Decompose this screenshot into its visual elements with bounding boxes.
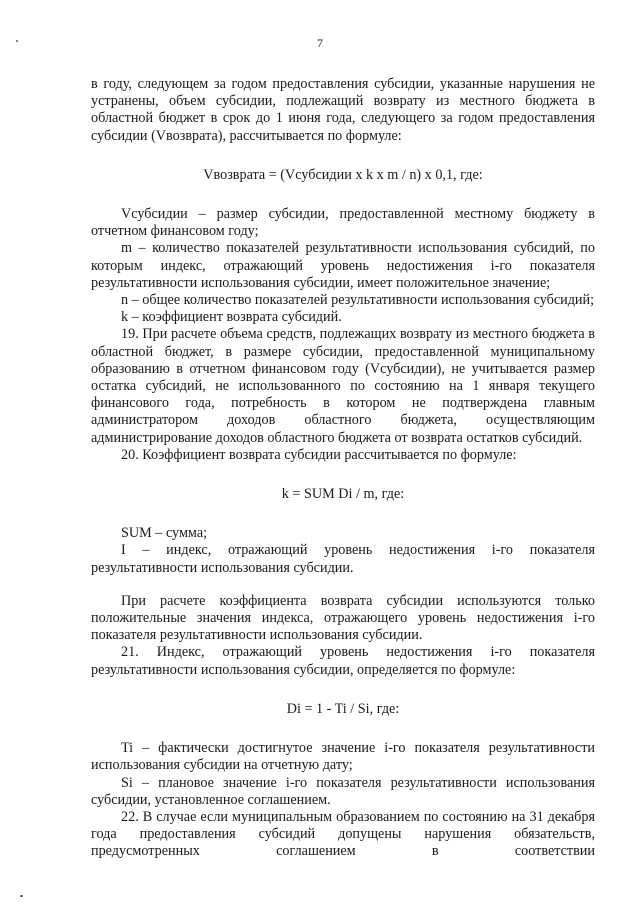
- definition-ti: Ti – фактически достигнутое значение i-го показателя результативности использования субсидии на отчетную дату;: [91, 740, 595, 774]
- formula-return-volume: Vвозврата = (Vсубсидии x k x m / n) x 0,1, где:: [203, 166, 483, 183]
- definition-m: m – количество показателей результативности использования субсидий, по которым индекс, отражающий уровень недостижения i-го показателя результативности использования субсидии, имеет положительное значение;: [91, 240, 595, 291]
- definition-sum: SUM – сумма;: [121, 525, 208, 542]
- page-number: 7: [317, 36, 323, 50]
- paragraph-22: 22. В случае если муниципальным образованием по состоянию на 31 декабря года предоставления субсидий допущены нарушения обязательств, предусмотренных соглашением в соответствии: [91, 808, 595, 860]
- paragraph-19: 19. При расчете объема средств, подлежащих возврату из местного бюджета в областной бюджет, в размере субсидии, предоставленной муниципальному образованию в отчетном финансовом году (Vсубсидии), не учитывается размер остатка субсидий, не использованного по состоянию на 1 января текущего финансового года, потребность в котором не подтверждена главным администратором доходов областного бюджета, осуществляющим администрирование доходов областного бюджета от возврата остатков субсидий.: [91, 326, 595, 446]
- scan-speck: [20, 895, 23, 897]
- definition-k: k – коэффициент возврата субсидий.: [121, 309, 342, 326]
- paragraph-20: 20. Коэффициент возврата субсидии рассчитывается по формуле:: [121, 446, 517, 463]
- formula-index: Di = 1 - Ti / Si, где:: [286, 700, 400, 717]
- paragraph-calculation-note: При расчете коэффициента возврата субсидии используются только положительные значения индекса, отражающего уровень недостижения i-го показателя результативности использования субсидии.: [91, 592, 595, 644]
- document-body: [91, 76, 595, 861]
- paragraph-21: 21. Индекс, отражающий уровень недостижения i-го показателя результативности использования субсидии, определяется по формуле:: [91, 644, 595, 678]
- definition-i: I – индекс, отражающий уровень недостижения i-го показателя результативности использования субсидии.: [91, 542, 595, 576]
- definition-si: Si – плановое значение i-го показателя результативности использования субсидии, установленное соглашением.: [91, 774, 595, 808]
- definition-n: n – общее количество показателей результативности использования субсидий;: [121, 292, 595, 309]
- formula-coefficient: k = SUM Di / m, где:: [281, 486, 405, 503]
- paragraph-continuation: в году, следующем за годом предоставления субсидии, указанные нарушения не устранены, объем субсидии, подлежащий возврату из местного бюджета в областной бюджет в срок до 1 июня года, следующего за годом предоставления субсидии (Vвозврата), рассчитывается по формуле:: [91, 76, 595, 144]
- definition-v-subsidy: Vсубсидии – размер субсидии, предоставленной местному бюджету в отчетном финансовом году;: [91, 206, 595, 240]
